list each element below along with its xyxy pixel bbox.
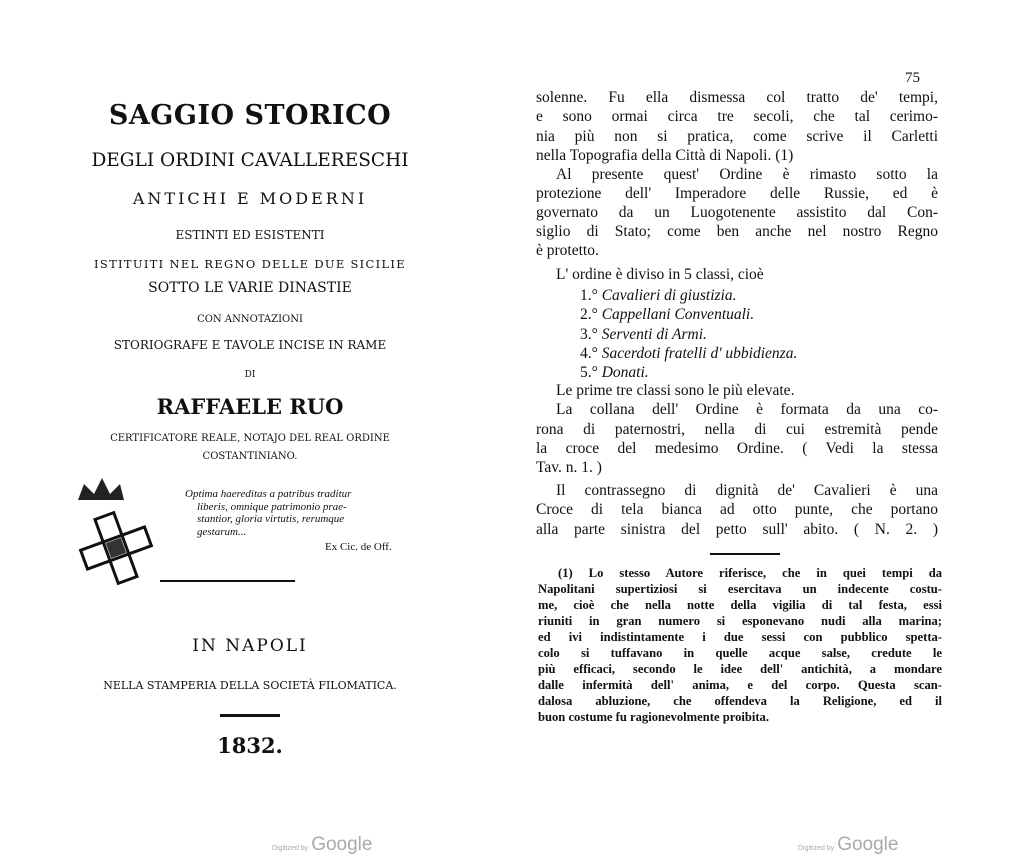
- subtitle: DEGLI ORDINI CAVALLERESCHI: [91, 150, 409, 171]
- footnote-line: (1) Lo stesso Autore riferisce, che in quei tempi da: [558, 566, 942, 580]
- google-watermark: Digitized by Google: [272, 834, 373, 855]
- footnote-line: riuniti in gran numero si esponevano nudi alla marina;: [538, 614, 942, 628]
- text-line: La collana dell' Ordine è formata da una co-: [556, 401, 938, 418]
- class-item: 2.° Cappellani Conventuali.: [580, 306, 755, 324]
- footnote-line: buon costume fu ragionevolmente proibita.: [538, 710, 770, 724]
- subtitle: ESTINTI ED ESISTENTI: [175, 228, 325, 242]
- subtitle: ISTITUITI NEL REGNO DELLE DUE SICILIE: [94, 257, 406, 271]
- footnote-line: più efficaci, secondo le idee dell' antichità, a mondare: [538, 662, 942, 676]
- book-title: SAGGIO STORICO: [108, 100, 392, 131]
- text-line: nella Topografia della Città di Napoli. (1): [536, 147, 794, 164]
- text-line: e sono ormai circa tre secoli, che tal cerimo-: [536, 108, 938, 125]
- subtitle: STORIOGRAFE E TAVOLE INCISE IN RAME: [113, 338, 387, 352]
- class-item: 3.° Serventi di Armi.: [580, 325, 707, 343]
- text-line: alla parte sinistra del petto sull' abito. ( N. 2. ): [536, 521, 938, 538]
- author-title: CERTIFICATORE REALE, NOTAJO DEL REAL ORDINE: [110, 433, 390, 444]
- text-line: Il contrassegno di dignità de' Cavalieri è una: [556, 482, 938, 499]
- class-item: 4.° Sacerdoti fratelli d' ubbidienza.: [580, 344, 798, 362]
- by-label: DI: [244, 370, 256, 380]
- epigraph-line: Optima haereditas a patribus traditur: [185, 488, 352, 500]
- footnote-line: dalle infermità dell' anima, e del corpo. Questa scan-: [538, 678, 942, 692]
- text-line: Croce di tela bianca ad otto punte, che portano: [536, 501, 938, 518]
- place: IN NAPOLI: [192, 636, 308, 656]
- footnote-divider: [710, 553, 780, 555]
- epigraph: [185, 488, 351, 538]
- class-list: [580, 286, 797, 382]
- epigraph-line: liberis, omnique patrimonio prae-: [197, 500, 347, 513]
- text-line: solenne. Fu ella dismessa col tratto de' tempi,: [536, 89, 938, 106]
- text-line: rona di paternostri, nella di cui estremità pende: [536, 421, 938, 438]
- year: 1832.: [217, 733, 283, 758]
- text-line: siglio di Stato; come ben anche nel nostro Regno: [536, 223, 938, 240]
- text-line: protezione dell' Imperadore delle Russie, ed è: [536, 185, 938, 202]
- epigraph-line: stantior, gloria virtutis, rerumque: [197, 513, 345, 525]
- text-line: Tav. n. 1. ): [536, 459, 602, 476]
- text-line: L' ordine è diviso in 5 classi, cioè: [556, 266, 764, 283]
- divider: [220, 714, 280, 717]
- author-title: COSTANTINIANO.: [202, 451, 298, 462]
- class-item: 5.° Donati.: [580, 364, 649, 382]
- page-number: 75: [905, 70, 920, 86]
- footnote-line: me, cioè che nella notte della vigilia di tal festa, essi: [538, 598, 942, 612]
- text-line: Al presente quest' Ordine è rimasto sotto la: [556, 166, 938, 183]
- printer: NELLA STAMPERIA DELLA SOCIETÀ FILOMATICA.: [103, 679, 397, 692]
- text-line: governato da un Luogotenente assistito dal Con-: [536, 204, 938, 221]
- emblem-icon: [68, 470, 168, 590]
- epigraph-source: Ex Cic. de Off.: [325, 541, 392, 553]
- footnote-line: dalosa abluzione, che offendeva la Religione, ed il: [538, 694, 942, 708]
- class-item: 1.° Cavalieri di giustizia.: [580, 287, 737, 304]
- text-line: Le prime tre classi sono le più elevate.: [556, 382, 795, 399]
- divider: [160, 580, 295, 582]
- text-line: la croce del medesimo Ordine. ( Vedi la stessa: [536, 440, 938, 457]
- author-name: RAFFAELE RUO: [156, 394, 344, 419]
- subtitle: ANTICHI E MODERNI: [132, 189, 368, 208]
- epigraph-line: gestarum...: [197, 525, 247, 538]
- subtitle: CON ANNOTAZIONI: [197, 314, 303, 325]
- footnote-line: colo si tuffavano in quelle acque salse, credute le: [538, 646, 942, 660]
- subtitle: SOTTO LE VARIE DINASTIE: [148, 280, 352, 296]
- footnote-line: ed ivi indistintamente i due sessi con pubblico spetta-: [538, 630, 942, 644]
- footnote-line: Napolitani supertiziosi si esercitava un indecente costu-: [538, 582, 942, 596]
- text-line: è protetto.: [536, 242, 599, 259]
- google-watermark: Digitized by Google: [798, 834, 899, 855]
- text-line: nia più non si pratica, come scrive il Carletti: [536, 128, 938, 145]
